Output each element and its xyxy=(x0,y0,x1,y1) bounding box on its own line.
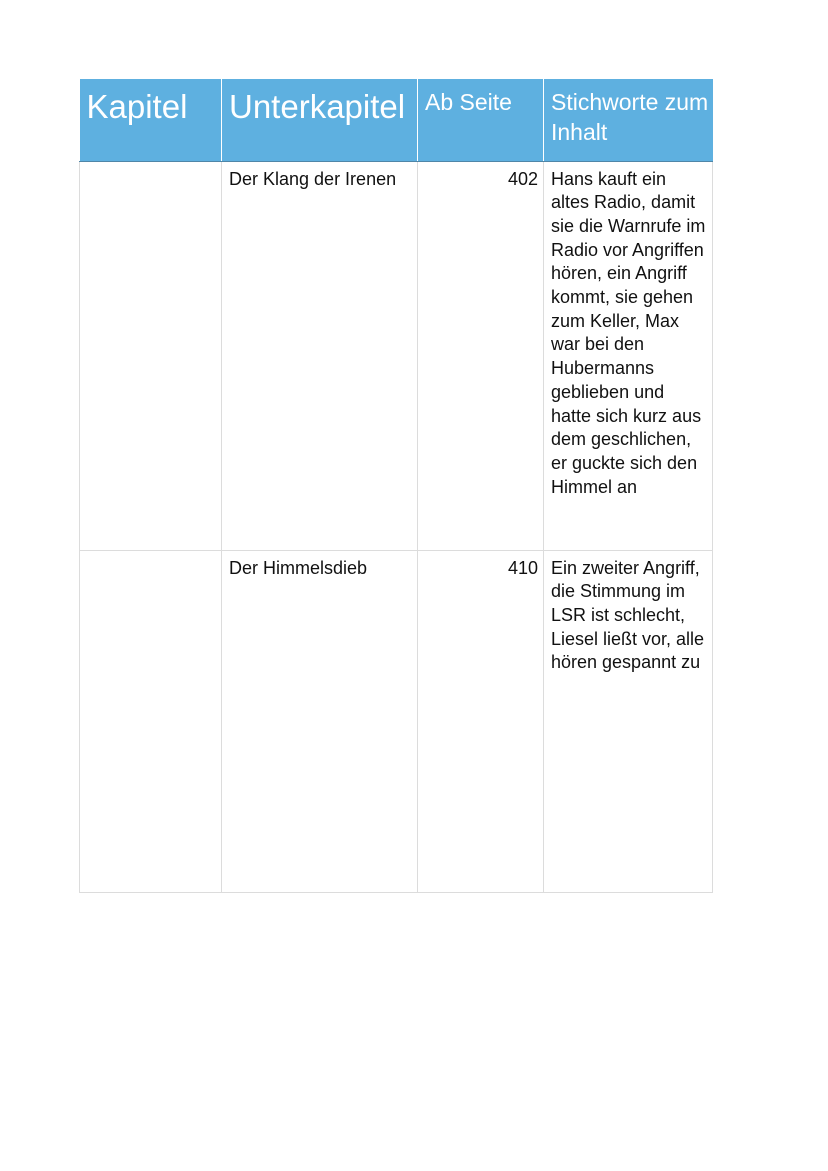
cell-stichworte: Hans kauft ein altes Radio, damit sie die Warnrufe im Radio vor Angriffen hören, ein Angriff kommt, sie gehen zum Keller, Max war bei den Hubermanns geblieben und hatte sich kurz aus dem geschlichen, er guckte sich den Himmel an xyxy=(544,161,713,550)
header-unterkapitel: Unterkapitel xyxy=(222,79,418,161)
cell-stichworte: Ein zweiter Angriff, die Stimmung im LSR ist schlecht, Liesel ließt vor, alle hören gespannt zu xyxy=(544,550,713,892)
cell-ab-seite: 402 xyxy=(418,161,544,550)
header-stichworte: Stichworte zum Inhalt xyxy=(544,79,713,161)
cell-kapitel xyxy=(80,161,222,550)
table-row xyxy=(80,550,713,892)
cell-unterkapitel: Der Himmelsdieb xyxy=(222,550,418,892)
cell-unterkapitel: Der Klang der Irenen xyxy=(222,161,418,550)
table-row xyxy=(80,161,713,550)
header-ab-seite: Ab Seite xyxy=(418,79,544,161)
cell-kapitel xyxy=(80,550,222,892)
chapter-table xyxy=(79,79,713,893)
header-kapitel: Kapitel xyxy=(80,79,222,161)
cell-ab-seite: 410 xyxy=(418,550,544,892)
header-row xyxy=(80,79,713,161)
